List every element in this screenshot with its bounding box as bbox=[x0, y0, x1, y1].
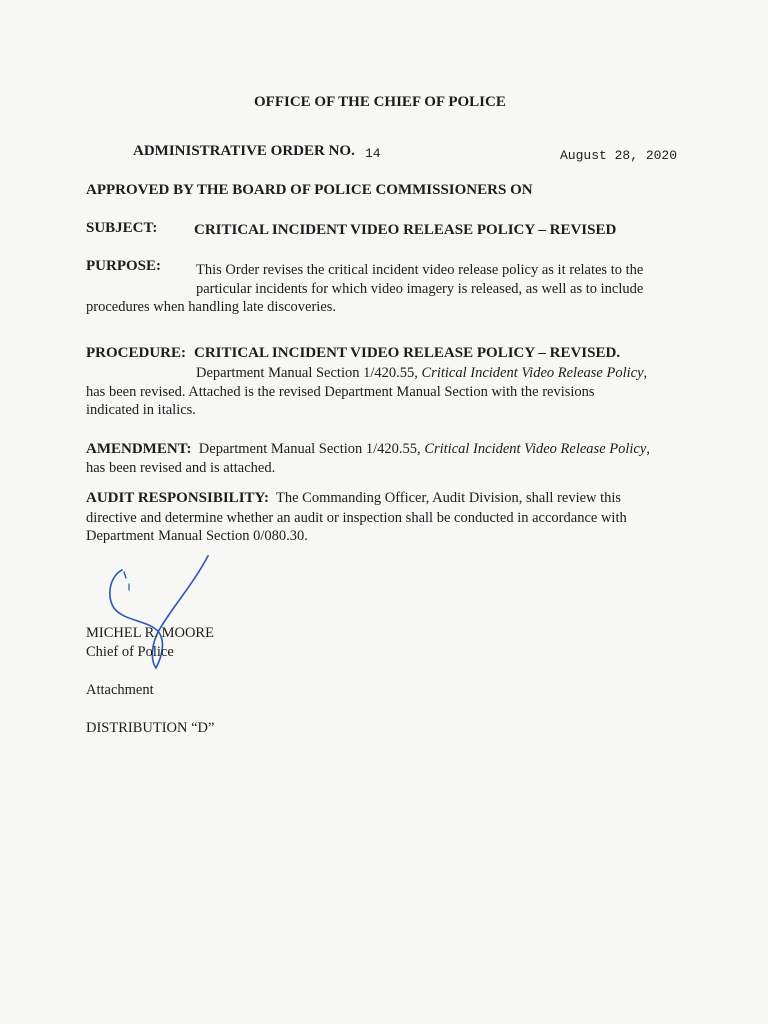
audit-line-2: directive and determine whether an audit or inspection shall be conducted in accordance with bbox=[86, 510, 627, 526]
order-label: ADMINISTRATIVE ORDER NO. bbox=[133, 143, 355, 159]
procedure-label: PROCEDURE: bbox=[86, 345, 186, 361]
order-date: August 28, 2020 bbox=[560, 148, 678, 163]
subject-text: CRITICAL INCIDENT VIDEO RELEASE POLICY – REVISED bbox=[194, 222, 617, 238]
purpose-label: PURPOSE: bbox=[86, 258, 161, 274]
procedure-line-1: Department Manual Section 1/420.55, Critical Incident Video Release Policy, bbox=[196, 365, 648, 381]
audit-line-3: Department Manual Section 0/080.30. bbox=[86, 528, 308, 544]
purpose-line-3: procedures when handling late discoveries. bbox=[86, 299, 337, 315]
approved-line: APPROVED BY THE BOARD OF POLICE COMMISSIONERS ON bbox=[86, 182, 533, 198]
audit-line-1: AUDIT RESPONSIBILITY: The Commanding Officer, Audit Division, shall review this bbox=[86, 490, 622, 506]
amendment-line-2: has been revised and is attached. bbox=[86, 460, 276, 476]
attachment-note: Attachment bbox=[86, 682, 154, 698]
purpose-line-2: particular incidents for which video imagery is released, as well as to include bbox=[196, 281, 644, 297]
procedure-line-2: has been revised. Attached is the revised Department Manual Section with the revisions bbox=[86, 384, 595, 400]
order-number: 14 bbox=[365, 146, 381, 161]
signer-name: MICHEL R. MOORE bbox=[86, 625, 214, 641]
purpose-line-1: This Order revises the critical incident video release policy as it relates to the bbox=[196, 262, 644, 278]
signer-title: Chief of Police bbox=[86, 644, 174, 660]
distribution-note: DISTRIBUTION “D” bbox=[86, 720, 215, 736]
amendment-line-1: AMENDMENT: Department Manual Section 1/420.55, Critical Incident Video Release Policy, bbox=[86, 441, 650, 457]
procedure-heading: CRITICAL INCIDENT VIDEO RELEASE POLICY – REVISED. bbox=[194, 345, 621, 361]
office-heading: OFFICE OF THE CHIEF OF POLICE bbox=[254, 94, 506, 110]
procedure-line-3: indicated in italics. bbox=[86, 402, 196, 418]
subject-label: SUBJECT: bbox=[86, 220, 158, 236]
audit-label: AUDIT RESPONSIBILITY: bbox=[86, 490, 269, 506]
amendment-label: AMENDMENT: bbox=[86, 441, 192, 457]
